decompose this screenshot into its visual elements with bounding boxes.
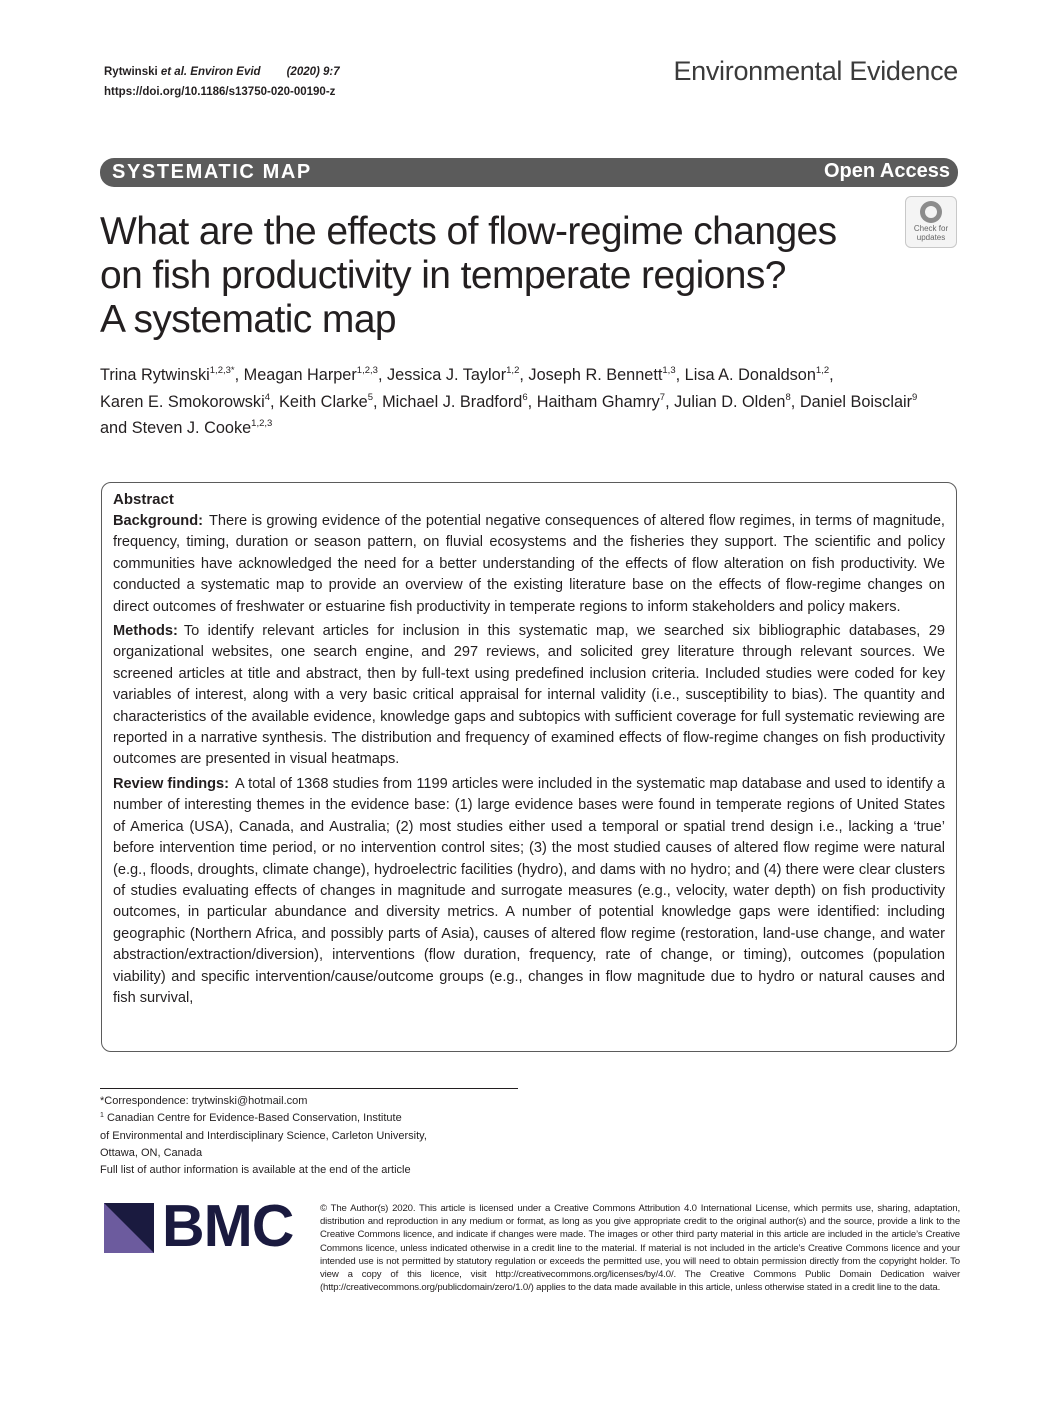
citation-year: (2020) 9:7 — [286, 66, 340, 78]
open-access-label: Open Access — [824, 160, 950, 182]
citation-journal: et al. Environ Evid — [160, 66, 261, 78]
author-affiliation: 6 — [522, 391, 528, 403]
citation-block — [104, 62, 340, 102]
affiliation-text: Ottawa, ON, Canada — [100, 1146, 203, 1159]
affiliation-text: of Environmental and Interdisciplinary Science, Carleton University, — [100, 1129, 427, 1142]
title-line: A systematic map — [100, 298, 397, 341]
author-name: Daniel Boisclair — [799, 392, 913, 411]
author-affiliation: 4 — [264, 391, 270, 403]
page-title — [100, 210, 900, 342]
author-affiliation: 5 — [367, 391, 374, 403]
affiliation-text: Canadian Centre for Evidence-Based Conservation, Institute — [106, 1112, 402, 1125]
author-affiliation: 1,2 — [506, 365, 520, 376]
author-name: Michael J. Bradford — [382, 392, 523, 411]
author-affiliation: 1,3 — [662, 365, 676, 376]
author-name: Keith Clarke — [279, 392, 368, 411]
abstract-heading: Abstract — [113, 491, 174, 508]
author-name: Steven J. Cooke — [131, 419, 252, 437]
abstract-findings — [113, 774, 945, 1009]
author-affiliation: 1,2,3* — [209, 365, 235, 376]
title-line: What are the effects of flow-regime changes — [100, 210, 837, 253]
author-affiliation: 1,2 — [815, 365, 830, 376]
doi-link[interactable]: https://doi.org/10.1186/s13750-020-00190-z — [104, 86, 336, 98]
abstract-methods — [113, 621, 945, 771]
check-for-updates-button[interactable] — [905, 196, 957, 248]
abstract-background — [113, 511, 945, 618]
author-name: Joseph R. Bennett — [528, 366, 663, 384]
license-text: © The Author(s) 2020. This article is licensed under a Creative Commons Attribution 4.0 International License, which permits use, sharing, adaptation, distribution and reproduction in any medium or format, as long as you give appropriate credit to the original author(s) and the source, provide a link to the Creative Commons licence, and indicate if changes were made. The images or other third party material in this article are included in the article’s Creative Commons licence, unless indicated otherwise in a credit line to the material. If material is not included in the article’s Creative Commons licence and your intended use is not permitted by statutory regulation or exceeds the permitted use, you will need to obtain permission directly from the copyright holder. To view a copy of this licence, visit http://creativecommons.org/licenses/by/4.0/. The Creative Commons Public Domain Dedication waiver (http://creativecommons.org/publicdomain/zero/1.0/) applies to the data made available in this article, unless otherwise stated in a credit line to the data. — [320, 1203, 960, 1294]
findings-label: Review findings: — [113, 775, 230, 792]
correspondence: *Correspondence: trytwinski@hotmail.com — [100, 1095, 308, 1107]
citation-line — [104, 62, 340, 82]
author-affiliation: 9 — [912, 391, 918, 403]
check-updates-label: updates — [916, 233, 946, 242]
journal-name: Environmental Evidence — [673, 56, 958, 86]
title-line: on fish productivity in temperate regions? — [100, 254, 786, 297]
author-affiliation: 8 — [785, 391, 791, 403]
author-affiliation: 1,2,3 — [356, 365, 378, 376]
author-name: Julian D. Olden — [674, 392, 786, 411]
citation-authors: Rytwinski — [104, 66, 161, 78]
author-name: Trina Rytwinski — [100, 366, 210, 384]
author-name: Jessica J. Taylor — [387, 366, 507, 384]
findings-text: A total of 1368 studies from 1199 articles were included in the systematic map database and used to identify a number of interesting themes in the evidence base: (1) large evidence bases were found in temperate regions of United States of America (USA), Canada, and Australia; (2) most studies either used a temporal or spatial trend design i.e., lacking a ‘true’ before intervention time period, or no intervention control sites; (3) the most studied causes of altered flow regime were natural (e.g., floods, droughts, climate change), hydroelectric facilities (hydro), and dams with no hydro; and (4) there were clear clusters of studies evaluating effects of changes in magnitude and surrogate measures (e.g., velocity, water depth) on fish productivity outcomes, in particular abundance and diversity metrics. A number of potential knowledge gaps were identified: including geographic (Northern Africa, and possibly parts of Asia), causes of altered flow regime (restoration, land-use change, and water abstraction/extraction/diversion), interventions (flow duration, frequency, rate of change, or timing), outcomes (population viability) and specific intervention/cause/outcome groups (e.g., changes in flow magnitude due to hydro or natural causes and fish survival, — [113, 775, 945, 1006]
affiliation-number: 1 — [100, 1112, 104, 1120]
author-name: Haitham Ghamry — [536, 392, 660, 411]
article-type: SYSTEMATIC MAP — [112, 161, 312, 183]
full-author-info: Full list of author information is available at the end of the article — [100, 1164, 411, 1177]
author-list: Trina Rytwinski$^{1,2,3*}$, Meagan Harper$^{1,2,3}$, Jessica J. Taylor$^{1,2}$, Joseph R. Bennett$^{1,3}$, Lisa A. Donaldson$^{1,2}$, Karen E. Smokorowski$^4$, Keith Clarke$^5$, Michael J. Bradford$^6$, Haitham Ghamry$^7$, Julian D. Olden$^8$, Daniel Boisclair$^9$ and Steven J. Cooke$^{1,2,3}$ — [100, 365, 918, 437]
author-name: Karen E. Smokorowski — [100, 392, 265, 411]
article-type-banner — [100, 158, 958, 187]
methods-label: Methods: — [113, 623, 178, 640]
bookmark-icon — [920, 201, 942, 223]
author-name: Meagan Harper — [243, 366, 357, 384]
bmc-logo-text: BMC — [162, 1193, 294, 1259]
author-affiliation: 7 — [659, 391, 666, 403]
methods-text: To identify relevant articles for inclusion in this systematic map, we searched six bibliographic databases, 29 organizational websites, one search engine, and 297 reviews, and solicited grey literature through relevant sources. We screened articles at title and abstract, then by full-text using predefined inclusion criteria. Included studies were coded for key variables of interest, along with a very basic critical appraisal for internal validity (i.e., susceptibility to bias). The quantity and characteristics of the available evidence, knowledge gaps and subtopics with sufficient coverage for full systematic reviewing are reported in a narrative synthesis. The distribution and frequency of examined effects of flow-regime changes on fish productivity outcomes are presented in visual heatmaps. — [113, 623, 945, 768]
check-updates-label: Check for — [913, 224, 949, 233]
background-label: Background: — [113, 513, 203, 529]
author-affiliation: 1,2,3 — [251, 418, 273, 429]
abstract-box — [101, 482, 957, 1052]
affiliation-1 — [100, 1110, 530, 1127]
footnote-divider — [100, 1088, 518, 1089]
footnotes — [100, 1093, 530, 1179]
background-text: There is growing evidence of the potential negative consequences of altered flow regimes, in terms of magnitude, frequency, timing, duration or season pattern, on fluvial ecosystems and the fisheries they support. The scientific and policy communities have acknowledged the need for a better understanding of the effects of flow alteration on fish productivity. We conducted a systematic map to provide an overview of the existing literature base on the effects of flow-regime changes on direct outcomes of freshwater or estuarine fish productivity in temperate regions to inform stakeholders and policy makers. — [113, 513, 945, 615]
author-name: Lisa A. Donaldson — [684, 366, 816, 384]
